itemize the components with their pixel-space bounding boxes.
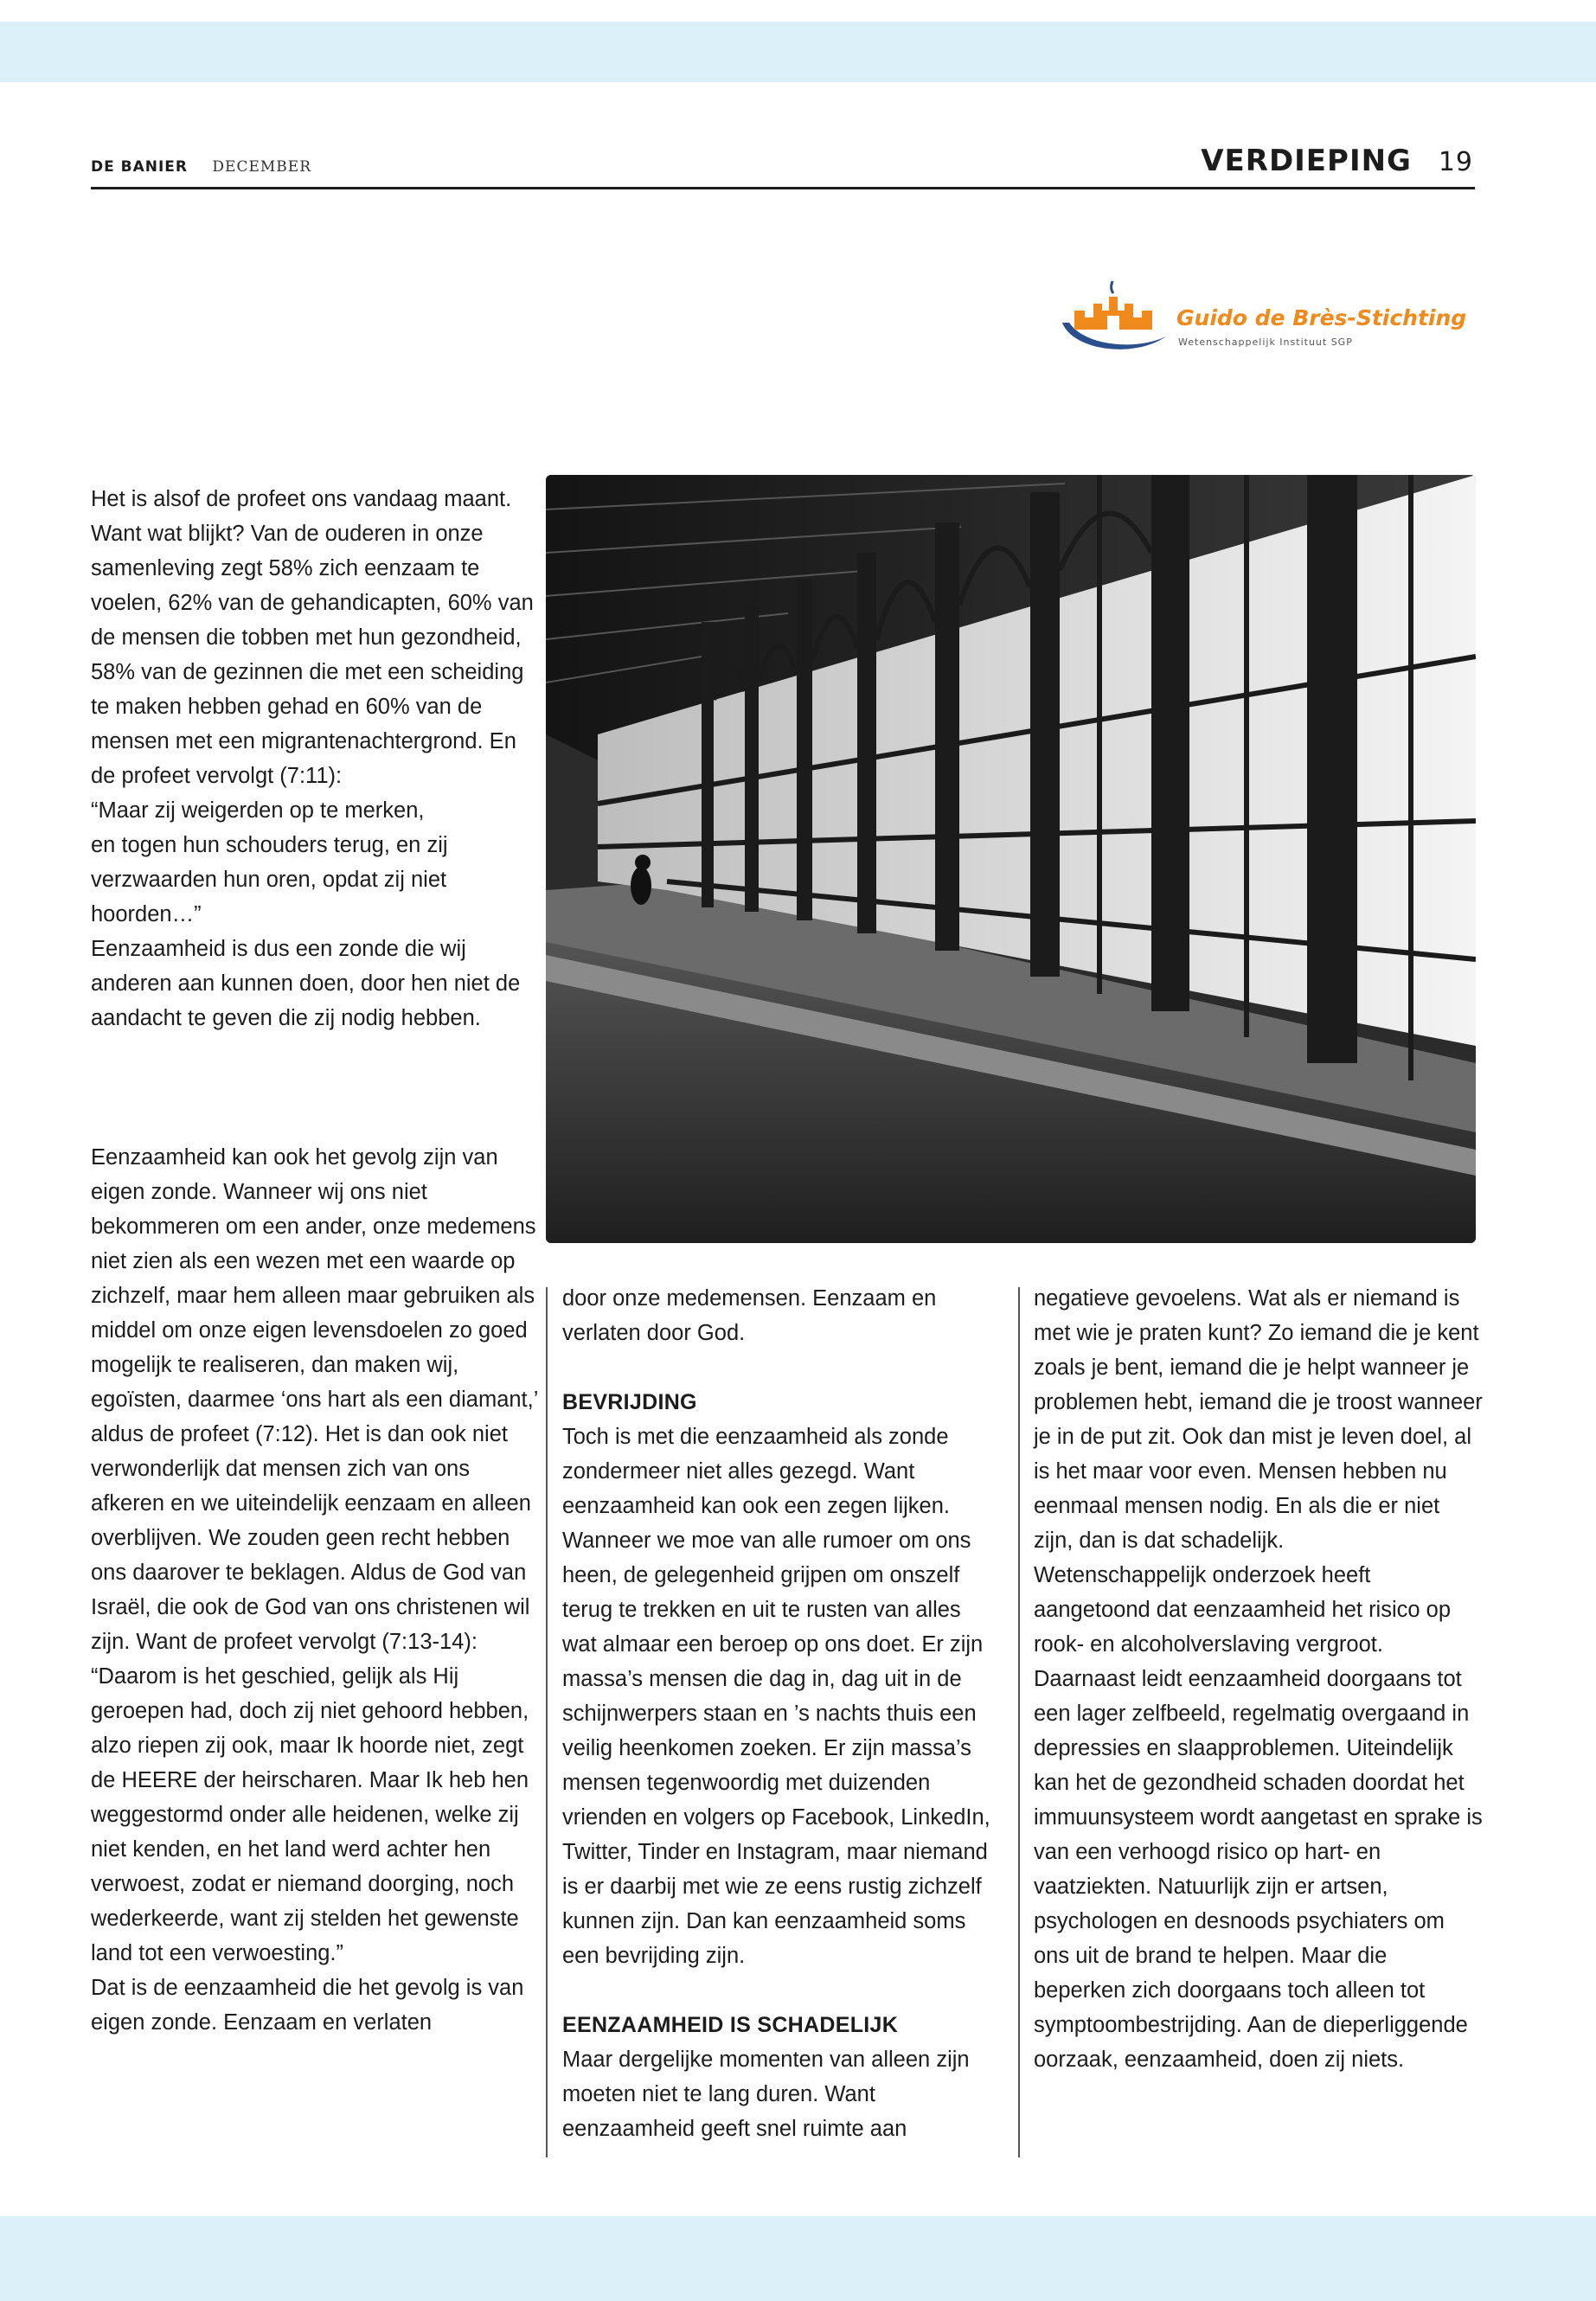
column-2: [562, 1281, 995, 2146]
photo-illustration: [546, 475, 1476, 1243]
quote-paragraph: “Daarom is het geschied, gelijk als Hij geroepen had, doch zij niet gehoord hebben, alzo riepen zij ook, maar Ik hoorde niet, zegt de HEERE der heirscharen. Maar Ik heb hen weggestormd onder alle heidenen, welke zij niet kenden, en het land werd achter hen verwoest, zodat er niemand doorging, noch wederkeerde, want zij stelden het gewenste land tot een verwoesting.”: [91, 1664, 529, 1965]
quote-line: en togen hun schouders terug, en zij verzwaarden hun oren, opdat zij niet hoorden…”: [91, 833, 448, 926]
page-number: 19: [1438, 147, 1473, 177]
paragraph: door onze medemensen. Eenzaam en verlaten door God.: [562, 1286, 937, 1345]
paragraph: Wetenschappelijk onderzoek heeft aangetoond dat eenzaamheid het risico op rook- en alcoholverslaving vergroot. Daarnaast leidt eenzaamheid doorgaans tot een lager zelfbeeld, regelmatig overgaand in depressies en slaapproblemen. Uiteindelijk kan het de gezondheid schaden doordat het immuunsysteem wordt aangetast en sprake is van een verhoogd risico op hart- en vaatziekten. Natuurlijk zijn er artsen, psychologen en desnoods psychiaters om ons uit de brand te helpen. Maar die beperken zich doorgaans toch alleen tot symptoombestrijding. Aan de dieperliggende oorzaak, eenzaamheid, doen zij niets.: [1034, 1563, 1483, 2072]
corridor-windows-photo: [546, 475, 1476, 1243]
column-3: [1034, 1281, 1484, 2077]
paragraph: Eenzaamheid is dus een zonde die wij anderen aan kunnen doen, door hen niet de aandacht te geven die zij nodig hebben.: [91, 937, 521, 1030]
section-title: VERDIEPING: [1201, 144, 1412, 178]
paragraph: Maar dergelijke momenten van alleen zijn moeten niet te lang duren. Want eenzaamheid geeft snel ruimte aan: [562, 2048, 970, 2141]
header-rule: [91, 187, 1475, 189]
quote-line: “Maar zij weigerden op te merken,: [91, 798, 425, 823]
paragraph: Dat is de eenzaamheid die het gevolg is van eigen zonde. Eenzaam en verlaten: [91, 1976, 524, 2035]
paragraph: Het is alsof de profeet ons vandaag maant. Want wat blijkt? Van de ouderen in onze samenleving zegt 58% zich eenzaam te voelen, 62% van de gehandicapten, 60% van de mensen die tobben met hun gezondheid, 58% van de gezinnen die met een scheiding te maken hebben gehad en 60% van de mensen met een migrantenachtergrond. En de profeet vervolgt (7:11):: [91, 487, 534, 788]
column-1-bottom: [91, 1140, 541, 2040]
logo-subtitle: Wetenschappelijk Instituut SGP: [1178, 336, 1353, 348]
bottom-color-band: [0, 2216, 1596, 2301]
paragraph: Toch is met die eenzaamheid als zonde zondermeer niet alles gezegd. Want eenzaamheid kan ook een zegen lijken. Wanneer we moe van alle rumoer om ons heen, de gelegenheid grijpen om onszelf terug te trekken en uit te rusten van alles wat almaar een beroep op ons doet. Er zijn massa’s mensen die dag in, dag uit in de schijnwerpers staan en ’s nachts thuis een veilig heenkomen zoeken. Er zijn massa’s mensen tegenwoordig met duizenden vrienden en volgers op Facebook, LinkedIn, Twitter, Tinder en Instagram, maar niemand is er daarbij met wie ze eens rustig zichzelf kunnen zijn. Dan kan eenzaamheid soms een bevrijding zijn.: [562, 1425, 990, 1968]
column-1-top: [91, 482, 541, 1035]
castle-swoosh-icon: [1055, 272, 1172, 359]
foundation-logo: [1055, 272, 1467, 359]
logo-name: Guido de Brès-Stichting: [1176, 305, 1467, 330]
running-header-left: [91, 158, 311, 176]
subheading-bevrijding: BEVRIJDING: [562, 1390, 697, 1414]
issue-month: DECEMBER: [212, 158, 311, 176]
subheading-schadelijk: EENZAAMHEID IS SCHADELIJK: [562, 2013, 899, 2037]
paragraph: Eenzaamheid kan ook het gevolg zijn van eigen zonde. Wanneer wij ons niet bekommeren om een ander, onze medemens niet zien als een wezen met een waarde op zichzelf, maar hem alleen maar gebruiken als middel om onze eigen levensdoelen zo goed mogelijk te realiseren, dan maken wij, egoïsten, daarmee ‘ons hart als een diamant,’ aldus de profeet (7:12). Het is dan ook niet verwonderlijk dat mensen zich van ons afkeren en we uiteindelijk eenzaam en alleen overblijven. We zouden geen recht hebben ons daarover te beklagen. Aldus de God van Israël, die ook de God van ons christenen wil zijn. Want de profeet vervolgt (7:13-14):: [91, 1145, 538, 1654]
column-divider: [546, 1287, 548, 2157]
paragraph: negatieve gevoelens. Wat als er niemand is met wie je praten kunt? Zo iemand die je kent zoals je bent, iemand die je helpt wanneer je problemen hebt, iemand die je troost wanneer je in de put zit. Ook dan mist je leven doel, al is het maar voor even. Mensen hebben nu eenmaal mensen nodig. En als die er niet zijn, dan is dat schadelijk.: [1034, 1286, 1483, 1553]
column-divider: [1018, 1287, 1020, 2157]
top-color-band: [0, 22, 1596, 82]
running-header-right: [1201, 144, 1473, 178]
publication-name: DE BANIER: [91, 158, 189, 176]
